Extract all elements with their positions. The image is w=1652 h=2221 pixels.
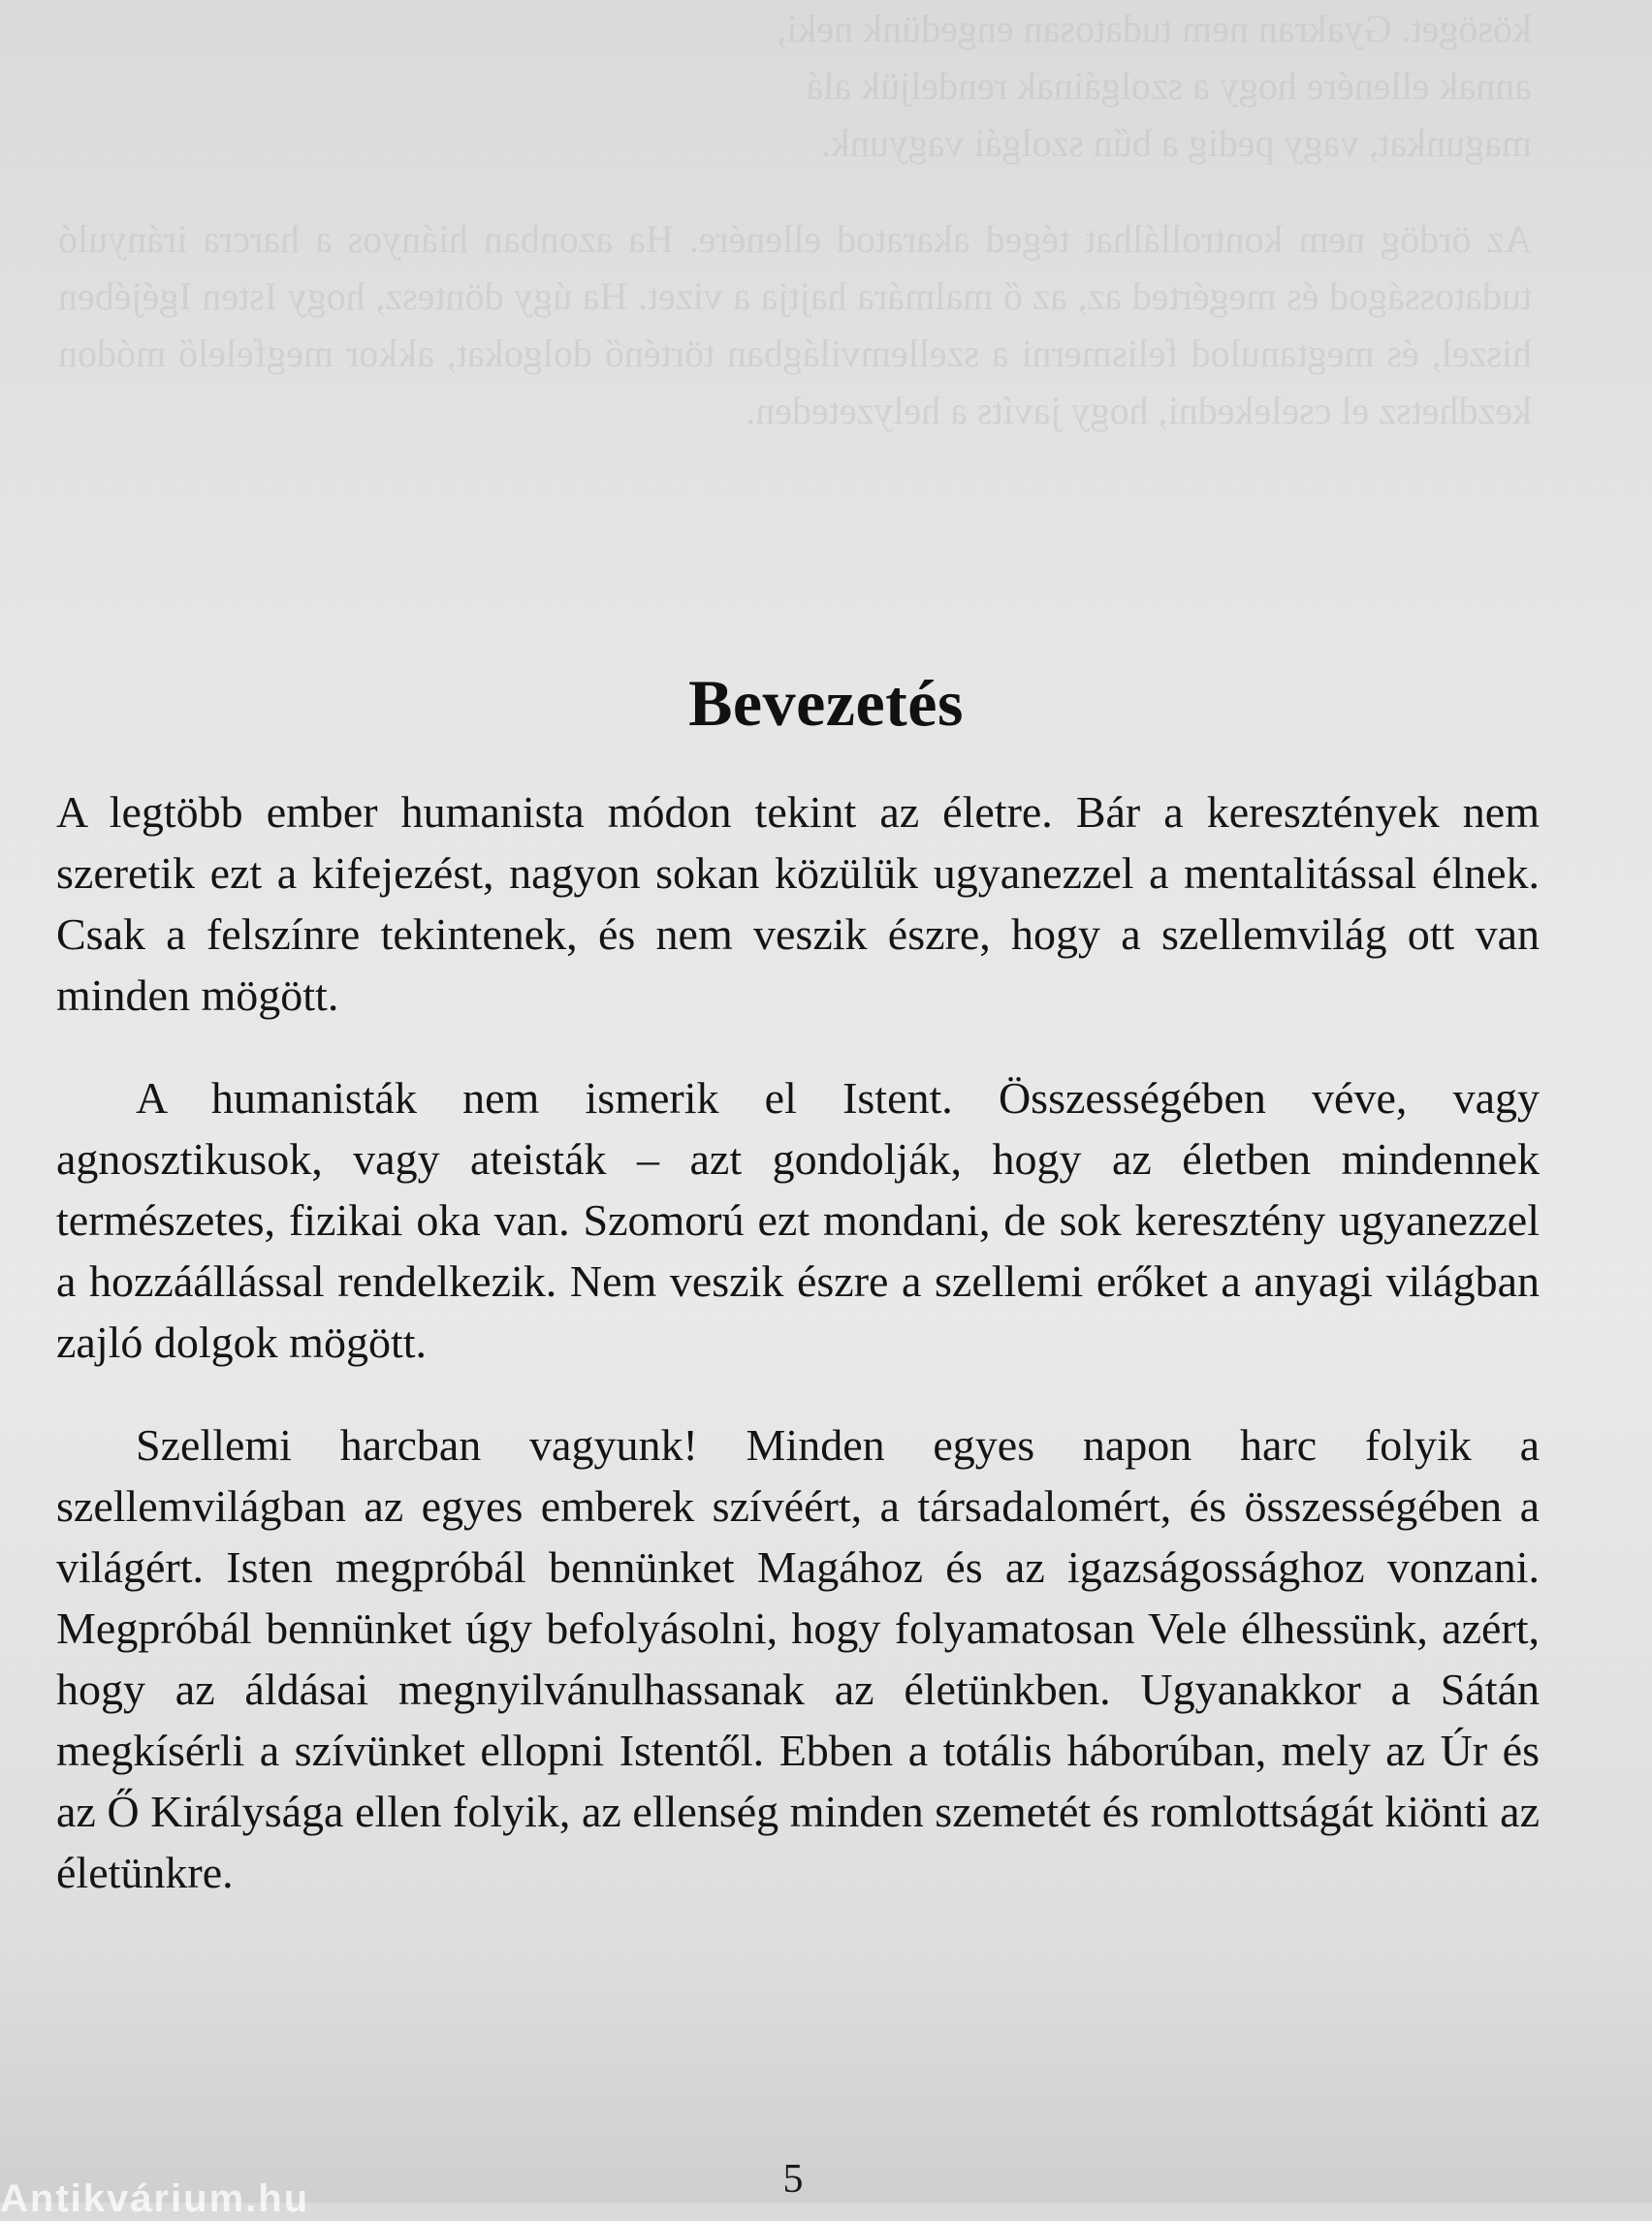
paragraph-3: Szellemi harcban vagyunk! Minden egyes napon harc folyik a szellemvilágban az egyes emberek szívéért, a társadalomért, és összességében a világért. Isten megpróbál bennünket Magához és az igazságossághoz vonzani. Megpróbál bennünket úgy befolyásolni, hogy folyamatosan Vele élhessünk, azért, hogy az áldásai megnyilvánulhassanak az életünkben. Ugyanakkor a Sátán megkísérli a szívünket ellopni Istentől. Ebben a totális háborúban, mely az Úr és az Ő Királysága ellen folyik, az ellenség minden szemetét és romlottságát kiönti az életünkre.: [56, 1420, 1540, 1897]
paragraph-2: A humanisták nem ismerik el Istent. Összességében véve, vagy agnosztikusok, vagy ateisták – azt gondolják, hogy az életben mindennek természetes, fizikai oka van. Szomorú ezt mondani, de sok keresztény ugyanezzel a hozzáállással rendelkezik. Nem veszik észre a szellemi erőket a anyagi világban zajló dolgok mögött.: [56, 1073, 1540, 1367]
watermark: Antikvárium.hu: [0, 2177, 310, 2220]
page-number: 5: [782, 2157, 804, 2202]
page-title: Bevezetés: [688, 666, 964, 740]
paragraph-1: A legtöbb ember humanista módon tekint az életre. Bár a keresztények nem szeretik ezt a kifejezést, nagyon sokan közülük ugyanezzel a mentalitással élnek. Csak a felszínre tekintenek, és nem veszik észre, hogy a szellemvilág ott van minden mögött.: [56, 787, 1540, 1020]
body-text: [56, 781, 1540, 1945]
reverse-page-bleed-through: kösöget. Gyakran nem tudatosan engedünk neki, annak ellenére hogy a szolgáinak rendeljük alá magunkat, vagy pedig a bűn szolgái vagyunk. Az ördög nem kontrollálhat téged akaratod ellenére. Ha azonban hiányos a harcra irányuló tudatosságod és megérted az, az ő malmára hajtja a vizet. Ha úgy döntesz, hogy Isten Igéjében hiszel, és megtanulod felismerni a szellemvilágban történő dolgokat, akkor megfelelő módon kezdhetsz el cselekedni, hogy javíts a helyzeteden.: [58, 7, 1532, 432]
